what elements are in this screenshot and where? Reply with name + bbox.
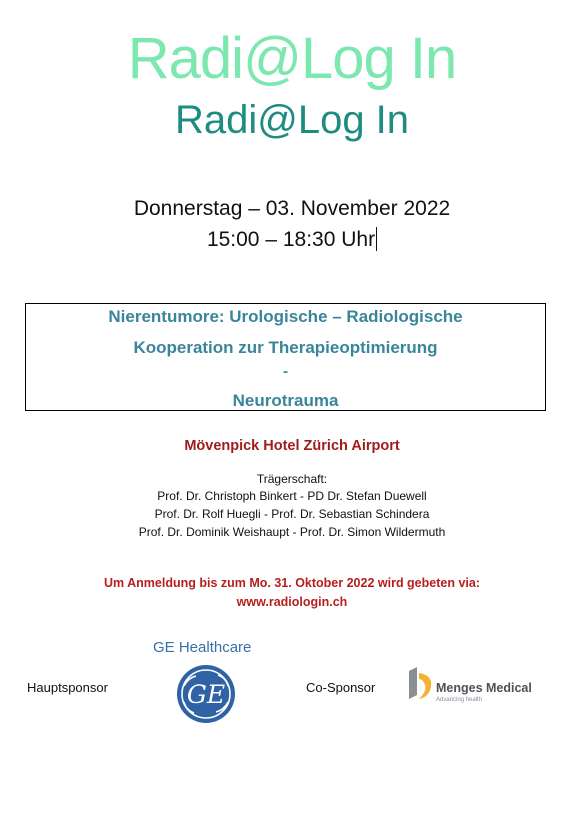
registration-text: Um Anmeldung bis zum Mo. 31. Oktober 2022 wird gebeten via:	[103, 576, 480, 590]
topic-line-2: Kooperation zur Therapieoptimierung	[133, 338, 438, 357]
sponsorship-line-2: Prof. Dr. Rolf Huegli - Prof. Dr. Sebastian Schindera	[154, 507, 430, 521]
title-light: Radi@Log In	[127, 26, 457, 91]
title-dark: Radi@Log In	[174, 98, 410, 142]
event-time: 15:00 – 18:30 Uhr	[206, 228, 376, 251]
sponsorship-line-3: Prof. Dr. Dominik Weishaupt - Prof. Dr. Simon Wildermuth	[138, 525, 446, 539]
topic-separator: -	[283, 363, 288, 380]
topic-line-1: Nierentumore: Urologische – Radiologische	[108, 307, 463, 326]
sponsorship-line-1: Prof. Dr. Christoph Binkert - PD Dr. Stefan Duewell	[157, 489, 427, 503]
text-cursor	[376, 227, 377, 251]
ge-healthcare-name: GE Healthcare	[153, 639, 252, 656]
event-time-wrapper	[0, 227, 584, 253]
main-sponsor-label: Hauptsponsor	[27, 680, 108, 695]
ge-logo-icon	[176, 664, 236, 729]
registration	[0, 574, 584, 612]
menges-tagline: Advancing health	[436, 697, 483, 703]
sponsorship-heading: Trägerschaft:	[256, 472, 328, 486]
event-date: Donnerstag – 03. November 2022	[133, 197, 451, 220]
ge-logo-text: GE	[186, 680, 226, 709]
topic-line-3: Neurotrauma	[232, 391, 339, 410]
registration-url[interactable]: www.radiologin.ch	[236, 595, 348, 609]
menges-medical-name: Menges Medical	[436, 681, 532, 695]
venue: Mövenpick Hotel Zürich Airport	[184, 438, 400, 454]
topic-box	[25, 303, 546, 411]
co-sponsor-label: Co-Sponsor	[306, 680, 376, 695]
